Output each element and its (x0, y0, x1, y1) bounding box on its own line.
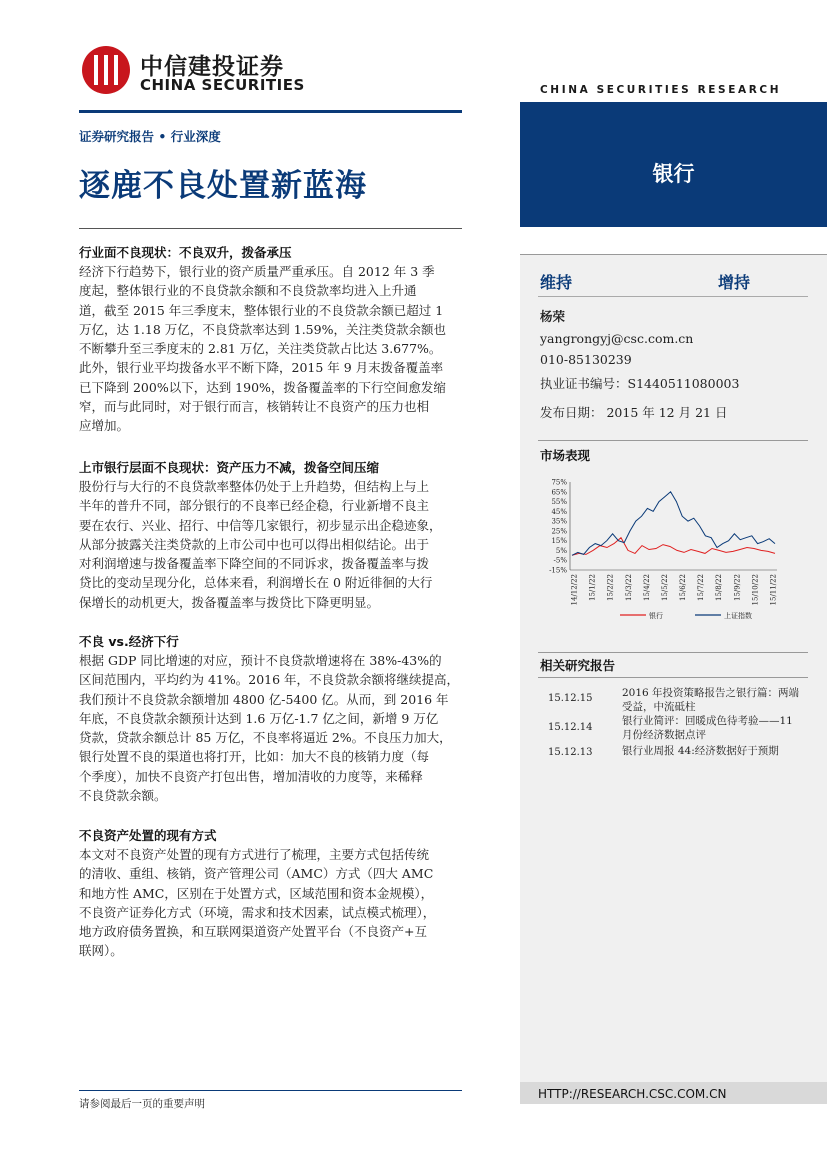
section-heading-4: 不良资产处置的现有方式 (79, 828, 217, 843)
divider (79, 1090, 462, 1091)
license-number: 执业证书编号：S1440511080003 (540, 376, 740, 391)
y-tick-label: 25% (551, 527, 567, 536)
x-tick-label: 15/8/22 (715, 574, 724, 601)
website-link[interactable]: HTTP://RESEARCH.CSC.COM.CN (538, 1087, 727, 1101)
divider (538, 677, 808, 678)
related-title-1[interactable]: 2016 年投资策略报告之银行篇：两端受益，中流砥柱 (622, 687, 800, 713)
y-tick-label: 35% (551, 517, 567, 526)
y-tick-label: -5% (553, 556, 567, 565)
x-tick-label: 15/11/22 (769, 574, 778, 606)
divider (79, 228, 462, 229)
y-tick-label: 55% (551, 498, 567, 507)
x-tick-label: 15/3/22 (624, 574, 633, 601)
y-tick-label: -15% (549, 566, 567, 575)
rating-label: 维持 (540, 273, 573, 292)
section-body-2: 股份行与大行的不良贷款率整体仍处于上升趋势，但结构上与上 半年的普升不同，部分银行的不良率已经企稳，行业新增不良主 要在农行、兴业、招行、中信等几家银行，初步显示出企稳迹象， 从部分披露关注类贷款的上市公司中也可以得出相似结论。出于 对利润增速与拨备覆盖率下降空间的不同诉求，拨备覆盖率与拨 贷比的变动呈现分化，总体来看，利润增长在 0 附近徘徊的大行 保增长的动机更大，拨备覆盖率与拨贷比下降更明显。 (79, 479, 442, 610)
logo-icon (82, 46, 130, 94)
market-heading: 市场表现 (540, 448, 591, 463)
legend-label: 上证指数 (724, 612, 752, 620)
section-heading-3: 不良 vs.经济下行 (79, 634, 179, 649)
y-tick-label: 65% (551, 488, 567, 497)
section-body-1: 经济下行趋势下，银行业的资产质量严重承压。自 2012 年 3 季 度起，整体银行业的不良贷款余额和不良贷款率均进入上升通 道，截至 2015 年三季度末，整体银行业的不良贷款余额已超过 1 万亿，达 1.18 万亿，不良贷款率达到 1.59%，关注类贷款余额也 不断攀升至三季度末的 2.81 万亿，关注类贷款占比达 3.677%。 此外，银行业平均拨备水平不断下降，2015 年 9 月末拨备覆盖率 已下降到 200%以下，达到 190%，拨备覆盖率的下行空间愈发缩 窄，而与此同时，对于银行而言，核销转让不良资产的压力也相 应增加。 (79, 264, 446, 434)
x-tick-label: 15/1/22 (588, 574, 597, 601)
analyst-email[interactable]: yangrongyj@csc.com.cn (540, 331, 694, 346)
section-body-3: 根据 GDP 同比增速的对应，预计不良贷款增速将在 38%-43%的 区间范围内，平均约为 41%。2016 年，不良贷款余额将继续提高， 我们预计不良贷款余额增加 4800 亿-5400 亿。从而，到 2016 年 年底，不良贷款余额预计达到 1.6 万亿-1.7 亿之间，新增 9 万亿 贷款，贷款余额总计 85 万亿，不良率将逼近 2%。不良压力加大， 银行处置不良的渠道也将打开，比如：加大不良的核销力度（每 个季度），加快不良资产打包出售，增加清收的力度等，来稀释 不良贷款余额。 (79, 653, 460, 804)
x-tick-label: 14/12/22 (570, 574, 579, 606)
x-tick-label: 15/6/22 (679, 574, 688, 601)
logo-cn-text: 中信建投证券 (140, 54, 284, 80)
y-tick-label: 15% (551, 537, 567, 546)
divider (538, 652, 808, 653)
related-date-1: 15.12.15 (548, 693, 593, 704)
x-tick-label: 15/4/22 (642, 574, 651, 601)
x-tick-label: 15/10/22 (751, 574, 760, 606)
analyst-phone: 010-85130239 (540, 352, 632, 367)
related-title-2[interactable]: 银行业简评：回暖成色待考验——11 月份经济数据点评 (622, 715, 793, 741)
research-label: CHINA SECURITIES RESEARCH (540, 84, 782, 96)
x-tick-label: 15/2/22 (606, 574, 615, 601)
y-tick-label: 5% (555, 546, 567, 555)
publish-date: 发布日期： 2015 年 12 月 21 日 (540, 405, 728, 420)
disclaimer: 请参阅最后一页的重要声明 (79, 1098, 205, 1110)
section-body-4: 本文对不良资产处置的现有方式进行了梳理，主要方式包括传统 的清收、重组、核销，资产管理公司（AMC）方式（四大 AMC 和地方性 AMC，区别在于处置方式，区域范围和资本金规模）， 不良资产证券化方式（环境，需求和技术因素，试点模式梳理）， 地方政府债务置换，和互联网渠道资产处置平台（不良资产+互 联网）。 (79, 847, 436, 959)
legend-label: 银行 (649, 612, 663, 620)
related-heading: 相关研究报告 (540, 658, 616, 673)
divider (79, 110, 462, 113)
related-date-3: 15.12.13 (548, 747, 593, 758)
divider (520, 254, 827, 255)
y-tick-label: 75% (551, 478, 567, 487)
section-heading-2: 上市银行层面不良现状：资产压力不减，拨备空间压缩 (79, 460, 380, 475)
analyst-name: 杨荣 (540, 309, 566, 324)
series-line (572, 538, 775, 556)
section-heading-1: 行业面不良现状：不良双升，拨备承压 (79, 245, 292, 260)
market-chart (532, 478, 792, 628)
x-tick-label: 15/9/22 (733, 574, 742, 601)
divider (538, 440, 808, 441)
rating-value: 增持 (718, 273, 751, 292)
y-tick-label: 45% (551, 507, 567, 516)
page-title: 逐鹿不良处置新蓝海 (79, 168, 367, 204)
logo-en-text: CHINA SECURITIES (140, 76, 305, 94)
related-date-2: 15.12.14 (548, 722, 593, 733)
x-tick-label: 15/7/22 (697, 574, 706, 601)
industry-label: 银行 (652, 162, 695, 186)
related-title-3[interactable]: 银行业周报 44:经济数据好于预期 (622, 745, 779, 757)
divider (538, 296, 808, 297)
x-tick-label: 15/5/22 (660, 574, 669, 601)
report-type: 证券研究报告 • 行业深度 (79, 129, 221, 144)
